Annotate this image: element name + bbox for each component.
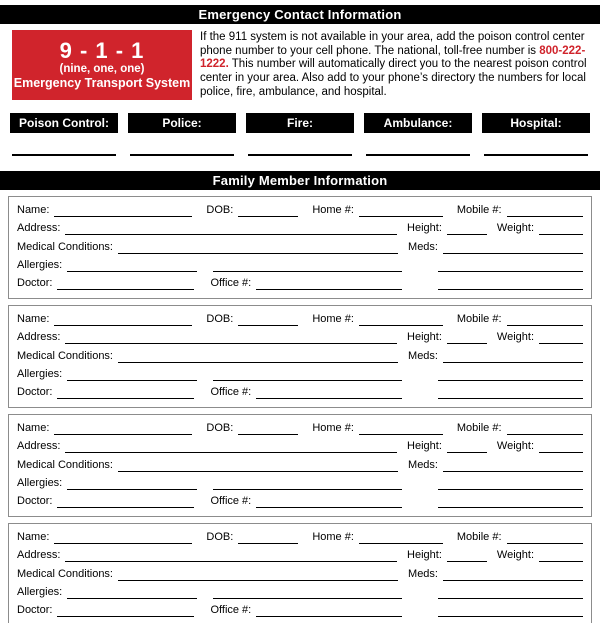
doctor-write-in-line (57, 603, 194, 617)
address-write-in-line (65, 439, 397, 453)
height-write-in-line (447, 548, 487, 562)
office-phone-write-in-line (256, 603, 402, 617)
member-row-address (17, 221, 583, 235)
address-write-in-line (65, 221, 397, 235)
address-label: Address: (17, 331, 61, 344)
mobile-phone-write-in-line (507, 312, 583, 326)
address-write-in-line (65, 548, 397, 562)
office-phone-write-in-line (256, 385, 402, 399)
poison-control-phone-number: 800-222-1222. (200, 44, 586, 71)
meds-write-in-line (443, 240, 583, 254)
contact-labels-row (10, 113, 590, 133)
contact-label-hospital (482, 113, 590, 133)
meds-label: Meds: (408, 349, 438, 362)
emergency-number-words: (nine, one, one) (59, 63, 145, 75)
medical-conditions-write-in-line (118, 349, 398, 363)
name-label: Name: (17, 313, 50, 325)
medical-conditions-write-in-line (118, 458, 398, 472)
dob-write-in-line (238, 203, 298, 217)
allergies-label: Allergies: (17, 367, 63, 380)
member-row-doctor (17, 603, 583, 617)
office-phone-write-in-line (256, 494, 402, 508)
contact-label-fire (246, 113, 354, 133)
meds-continuation-line-1 (438, 585, 583, 599)
member-row-allergies (17, 476, 583, 490)
family-member-card (8, 305, 592, 408)
intro-section (12, 30, 590, 100)
height-write-in-line (447, 330, 487, 344)
name-label: Name: (17, 204, 50, 216)
name-label: Name: (17, 422, 50, 434)
contact-label-ambulance (364, 113, 472, 133)
meds-continuation-line-2 (438, 276, 583, 290)
allergies-write-in-line (67, 476, 197, 490)
medical-conditions-label: Medical Conditions: (17, 349, 113, 362)
weight-label: Weight: (496, 440, 534, 453)
allergies-write-in-line (67, 367, 197, 381)
dob-label: DOB: (206, 531, 234, 543)
allergies-label: Allergies: (17, 476, 63, 489)
family-member-boxes (0, 196, 600, 623)
doctor-write-in-line (57, 276, 194, 290)
allergies-label: Allergies: (17, 585, 63, 598)
meds-label: Meds: (408, 458, 438, 471)
meds-write-in-line (443, 458, 583, 472)
dob-write-in-line (238, 530, 298, 544)
emergency-transport-label: Emergency Transport System (13, 76, 191, 90)
allergies-label: Allergies: (17, 258, 63, 271)
doctor-label: Doctor: (17, 495, 53, 507)
allergies-write-in-line (67, 585, 197, 599)
instructions-text (200, 30, 590, 100)
member-row-allergies (17, 367, 583, 381)
family-member-card (8, 414, 592, 517)
meds-continuation-line-1 (438, 476, 583, 490)
member-row-doctor (17, 494, 583, 508)
instructions-text-after: This number will automatically direct you to the nearest poison control center in your area. Also add to your phone’s directory the numbers for local police, fire, ambulance, and hospital. (200, 58, 587, 98)
meds-continuation-line-1 (438, 258, 583, 272)
office-phone-label: Office #: (210, 386, 252, 398)
allergies-continuation-line (213, 258, 402, 272)
hospital-label-text: Hospital: (510, 116, 562, 130)
meds-label: Meds: (408, 240, 438, 253)
name-write-in-line (54, 312, 192, 326)
home-phone-write-in-line (359, 421, 443, 435)
doctor-label: Doctor: (17, 604, 53, 616)
weight-label: Weight: (496, 222, 534, 235)
weight-write-in-line (539, 439, 583, 453)
mobile-phone-label: Mobile #: (456, 422, 502, 434)
height-write-in-line (447, 221, 487, 235)
medical-conditions-label: Medical Conditions: (17, 240, 113, 253)
fire-write-in-line (248, 154, 352, 156)
office-phone-write-in-line (256, 276, 402, 290)
member-row-medical (17, 349, 583, 363)
name-write-in-line (54, 421, 192, 435)
address-label: Address: (17, 222, 61, 235)
meds-write-in-line (443, 567, 583, 581)
height-write-in-line (447, 439, 487, 453)
height-label: Height: (407, 440, 442, 453)
ambulance-label-text: Ambulance: (383, 116, 453, 130)
member-row-address (17, 439, 583, 453)
member-row-address (17, 548, 583, 562)
medical-conditions-label: Medical Conditions: (17, 458, 113, 471)
address-label: Address: (17, 440, 61, 453)
allergies-continuation-line (213, 367, 402, 381)
doctor-label: Doctor: (17, 277, 53, 289)
family-member-card (8, 196, 592, 299)
medical-conditions-write-in-line (118, 567, 398, 581)
medical-conditions-label: Medical Conditions: (17, 567, 113, 580)
height-label: Height: (407, 549, 442, 562)
ambulance-write-in-line (366, 154, 470, 156)
meds-continuation-line-2 (438, 385, 583, 399)
height-label: Height: (407, 331, 442, 344)
doctor-write-in-line (57, 385, 194, 399)
dob-write-in-line (238, 421, 298, 435)
dob-label: DOB: (206, 313, 234, 325)
weight-write-in-line (539, 330, 583, 344)
mobile-phone-write-in-line (507, 203, 583, 217)
mobile-phone-write-in-line (507, 530, 583, 544)
weight-label: Weight: (496, 549, 534, 562)
contact-lines-row (12, 154, 588, 156)
poison-control-label-text: Poison Control: (19, 116, 109, 130)
member-row-name (17, 312, 583, 326)
instructions-text-before: If the 911 system is not available in your area, add the poison control center phone number to your cell phone. The national, toll-free number is (200, 31, 585, 57)
home-phone-write-in-line (359, 530, 443, 544)
home-phone-label: Home #: (312, 531, 354, 543)
meds-continuation-line-2 (438, 603, 583, 617)
poison-control-write-in-line (12, 154, 116, 156)
home-phone-label: Home #: (312, 204, 354, 216)
name-label: Name: (17, 531, 50, 543)
emergency-number: 9 - 1 - 1 (59, 38, 145, 63)
name-write-in-line (54, 530, 192, 544)
height-label: Height: (407, 222, 442, 235)
meds-continuation-line-2 (438, 494, 583, 508)
family-member-card (8, 523, 592, 623)
mobile-phone-label: Mobile #: (456, 204, 502, 216)
mobile-phone-write-in-line (507, 421, 583, 435)
address-label: Address: (17, 549, 61, 562)
dob-write-in-line (238, 312, 298, 326)
weight-write-in-line (539, 221, 583, 235)
dob-label: DOB: (206, 422, 234, 434)
hospital-write-in-line (484, 154, 588, 156)
emergency-section-title: Emergency Contact Information (198, 7, 402, 22)
member-row-name (17, 203, 583, 217)
name-write-in-line (54, 203, 192, 217)
home-phone-write-in-line (359, 312, 443, 326)
allergies-write-in-line (67, 258, 197, 272)
mobile-phone-label: Mobile #: (456, 313, 502, 325)
meds-label: Meds: (408, 567, 438, 580)
section-header-family (0, 171, 600, 190)
office-phone-label: Office #: (210, 277, 252, 289)
doctor-label: Doctor: (17, 386, 53, 398)
office-phone-label: Office #: (210, 604, 252, 616)
member-row-allergies (17, 258, 583, 272)
family-section-title: Family Member Information (212, 173, 388, 188)
member-row-name (17, 421, 583, 435)
member-row-medical (17, 567, 583, 581)
member-row-allergies (17, 585, 583, 599)
section-header-emergency (0, 5, 600, 24)
member-row-name (17, 530, 583, 544)
address-write-in-line (65, 330, 397, 344)
contact-label-poison-control (10, 113, 118, 133)
police-write-in-line (130, 154, 234, 156)
member-row-address (17, 330, 583, 344)
home-phone-label: Home #: (312, 313, 354, 325)
member-row-doctor (17, 276, 583, 290)
home-phone-write-in-line (359, 203, 443, 217)
member-row-medical (17, 458, 583, 472)
weight-write-in-line (539, 548, 583, 562)
office-phone-label: Office #: (210, 495, 252, 507)
dob-label: DOB: (206, 204, 234, 216)
mobile-phone-label: Mobile #: (456, 531, 502, 543)
home-phone-label: Home #: (312, 422, 354, 434)
meds-continuation-line-1 (438, 367, 583, 381)
contact-label-police (128, 113, 236, 133)
member-row-medical (17, 240, 583, 254)
allergies-continuation-line (213, 585, 402, 599)
meds-write-in-line (443, 349, 583, 363)
allergies-continuation-line (213, 476, 402, 490)
fire-label-text: Fire: (286, 116, 313, 130)
doctor-write-in-line (57, 494, 194, 508)
police-label-text: Police: (162, 116, 202, 130)
weight-label: Weight: (496, 331, 534, 344)
emergency-911-box (12, 30, 192, 100)
member-row-doctor (17, 385, 583, 399)
medical-conditions-write-in-line (118, 240, 398, 254)
